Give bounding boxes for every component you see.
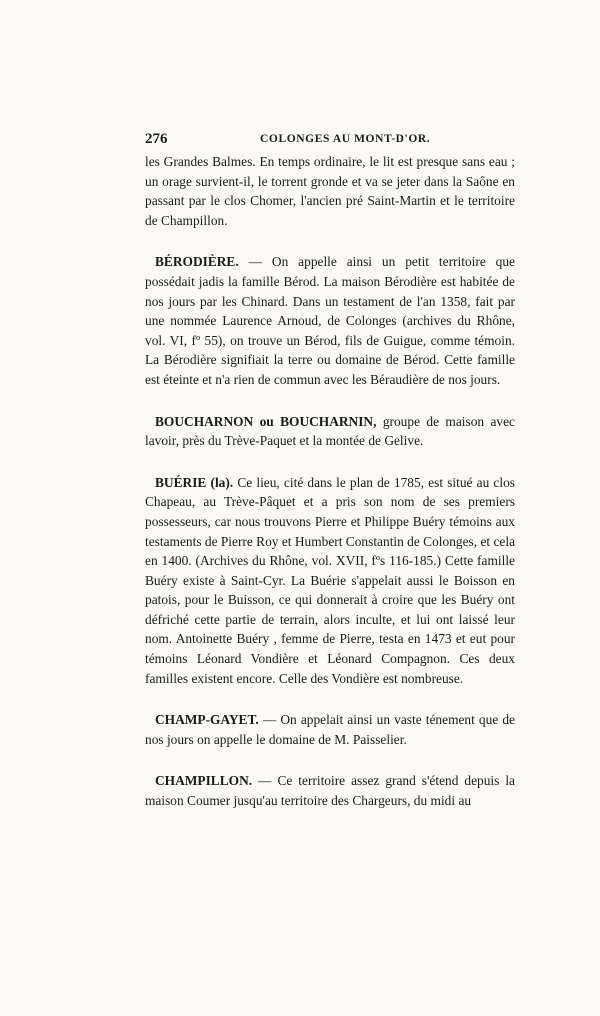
entry-text: les Grandes Balmes. En temps ordinaire, le lit est presque sans eau ; un orage survient-il, le torrent gronde et va se jeter dans la Saône en passant par le clos Chomer, l'ancien pré Saint-Martin et le territoire de Champillon. [145, 154, 515, 228]
page-number: 276 [145, 131, 168, 147]
entry-text: groupe de maison avec lavoir, près du Trève-Paquet et la montée de Gelive. [145, 413, 515, 449]
entry-text: — Ce territoire assez grand s'étend depuis la maison Coumer jusqu'au territoire des Chargeurs, du midi au [145, 773, 515, 809]
entry-buerie [145, 473, 515, 689]
entry-boucharnon [145, 412, 515, 451]
entry-text: — On appelait ainsi un vaste ténement que de nos jours on appelle le domaine de M. Paisselier. [145, 712, 515, 747]
body-text [145, 152, 515, 833]
entry-continuation [145, 152, 515, 230]
page-header [145, 131, 515, 151]
entry-berodiere [145, 252, 515, 389]
entry-text: — On appelle ainsi un petit territoire que possédait jadis la famille Bérod. La maison Bérodière est habitée de nos jours par les Chinard. Dans un testament de l'an 1358, fait par une nommée Laurence Arnoud, de Colonges (archives du Rhône, vol. VI, fº 55), on trouve un Bérod, fils de Guigue, comme témoin. La Bérodière signifiait la terre ou domaine de Bérod. Cette famille est éteinte et n'a rien de commun avec les Béraudière de nos jours. [145, 254, 515, 387]
entry-heading: BOUCHARNON ou BOUCHARNIN, [155, 413, 377, 429]
entry-heading: BUÉRIE (la). [155, 474, 234, 490]
entry-text: Ce lieu, cité dans le plan de 1785, est situé au clos Chapeau, au Trève-Pâquet et a pris son nom de ses premiers possesseurs, car nous trouvons Pierre et Philippe Buéry témoins aux testaments de Pierre Roy et Humbert Constantin de Colonges, et cela en 1400. (Archives du Rhône, vol. XVII, fºs 116-185.) Cette famille Buéry existe à Saint-Cyr. La Buérie s'appelait aussi le Boisson en patois, pour le Buisson, ce qui donnerait à croire que les Buéry ont défriché cette partie de terrain, alors inculte, et lui ont laissé leur nom. Antoinette Buéry , femme de Pierre, testa en 1473 et eut pour témoins Léonard Vondière et Léonard Compagnon. Ces deux familles existent encore. Celle des Vondière est nombreuse. [145, 474, 516, 686]
entry-champillon [145, 771, 515, 810]
entry-heading: CHAMP-GAYET. [155, 712, 259, 728]
running-head: COLONGES AU MONT-D'OR. [260, 133, 431, 145]
entry-heading: CHAMPILLON. [155, 773, 253, 789]
entry-heading: BÉRODIÈRE. [155, 254, 239, 270]
entry-champ-gayet [145, 710, 515, 749]
